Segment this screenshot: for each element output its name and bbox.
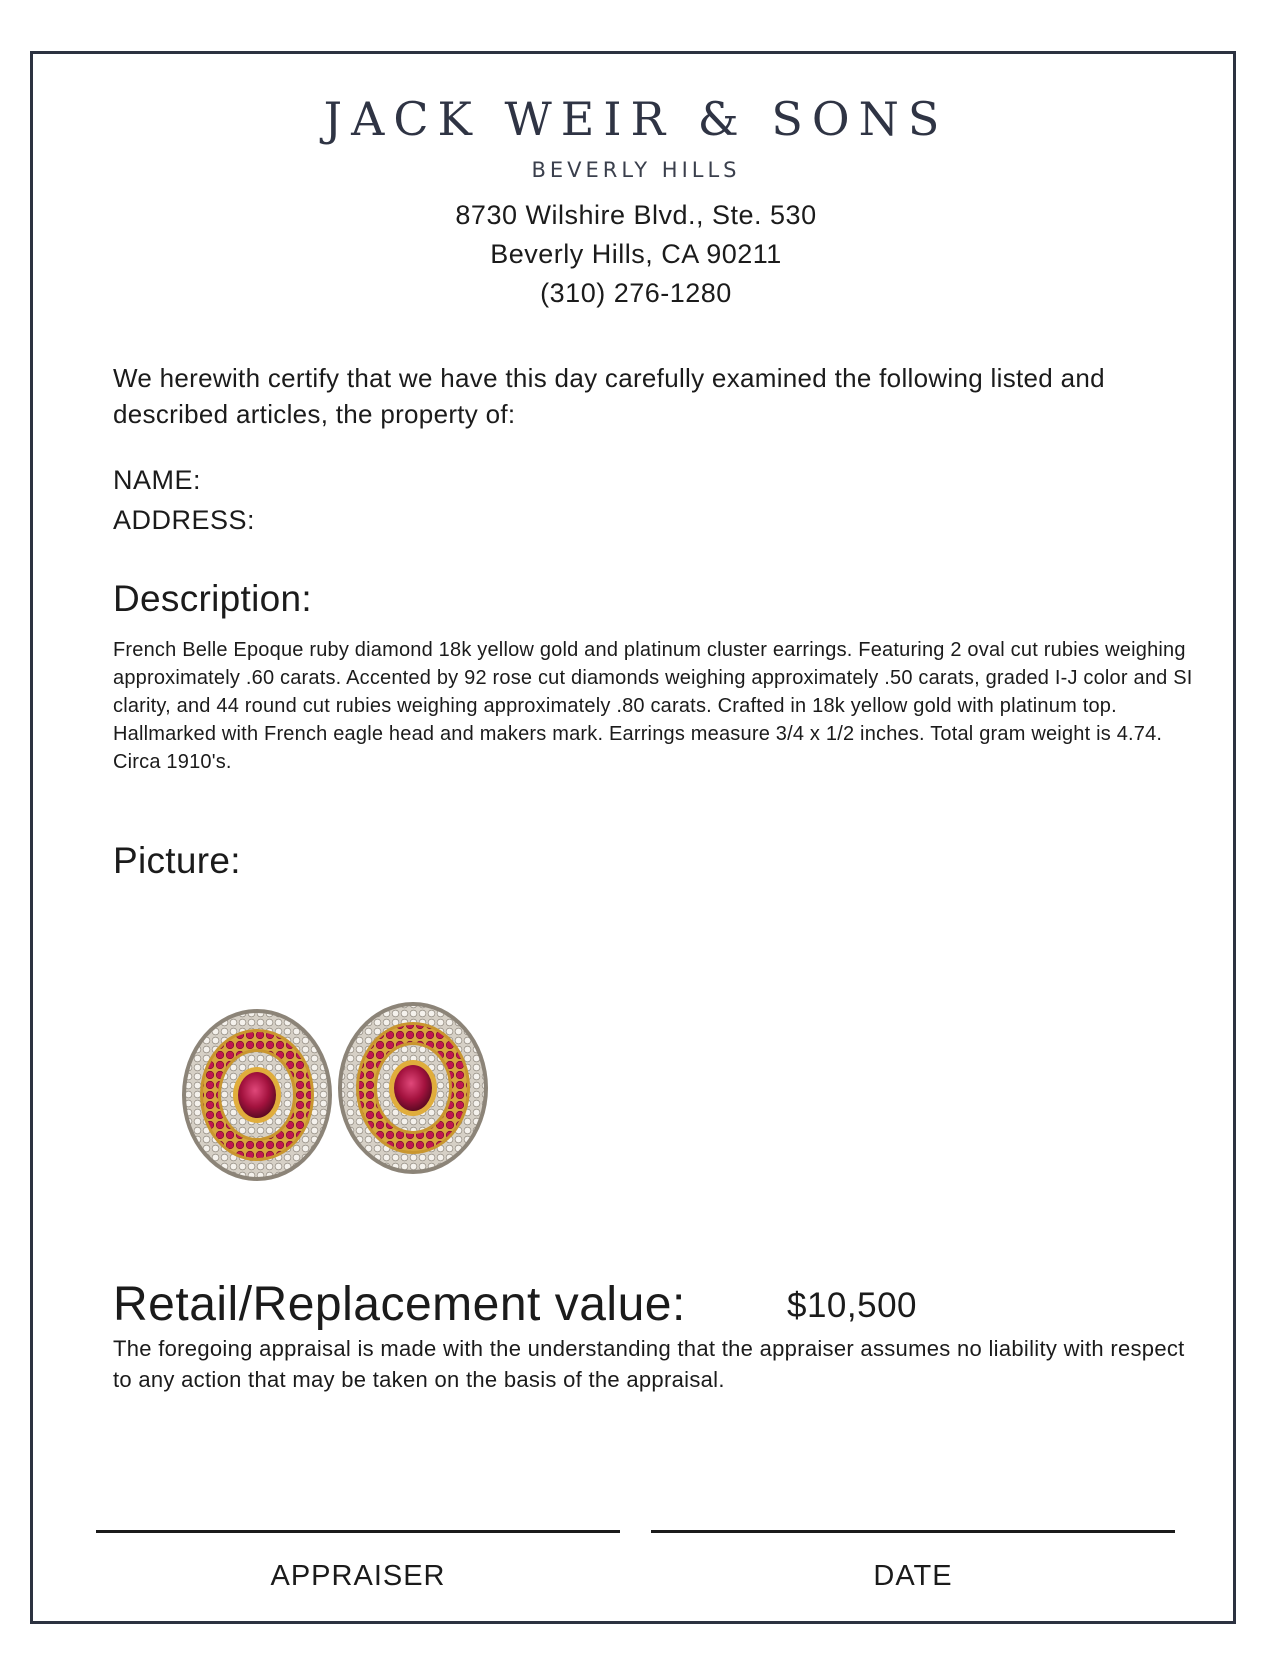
date-label: DATE [873,1560,953,1592]
brand-logo-location: BEVERLY HILLS [531,158,741,182]
address-line-1: 8730 Wilshire Blvd., Ste. 530 [455,200,817,230]
retail-value-label: Retail/Replacement value: [113,1278,686,1331]
appraiser-signature-line [96,1530,620,1533]
brand-logo-name: JACK WEIR & SONS [323,92,949,146]
address-label: ADDRESS: [113,505,256,535]
retail-value-amount: $10,500 [787,1286,918,1325]
appraiser-label: APPRAISER [270,1560,446,1592]
earrings-photo [175,1000,505,1185]
left-earring [182,1009,332,1181]
description-heading: Description: [113,578,312,619]
phone-number: (310) 276-1280 [540,278,732,308]
description-text: French Belle Epoque ruby diamond 18k yellow gold and platinum cluster earrings. Featuring 2 oval cut rubies weighing approximately .60 carats. Accented by 92 rose cut diamonds weighing approximately .50 carats, graded I-J color and SI clarity, and 44 round cut rubies weighing approximately .80 carats. Crafted in 18k yellow gold with platinum top. Hallmarked with French eagle head and makers mark. Earrings measure 3/4 x 1/2 inches. Total gram weight is 4.74. Circa 1910's. [113,639,1193,773]
name-label: NAME: [113,465,202,495]
right-earring [338,1002,488,1174]
address-line-2: Beverly Hills, CA 90211 [490,239,782,269]
appraisal-disclaimer: The foregoing appraisal is made with the understanding that the appraiser assumes no liability with respect to any action that may be taken on the basis of the appraisal. [113,1336,1185,1392]
certification-intro: We herewith certify that we have this day carefully examined the following listed and described articles, the property of: [113,363,1105,429]
picture-heading: Picture: [113,840,241,881]
date-signature-line [651,1530,1175,1533]
